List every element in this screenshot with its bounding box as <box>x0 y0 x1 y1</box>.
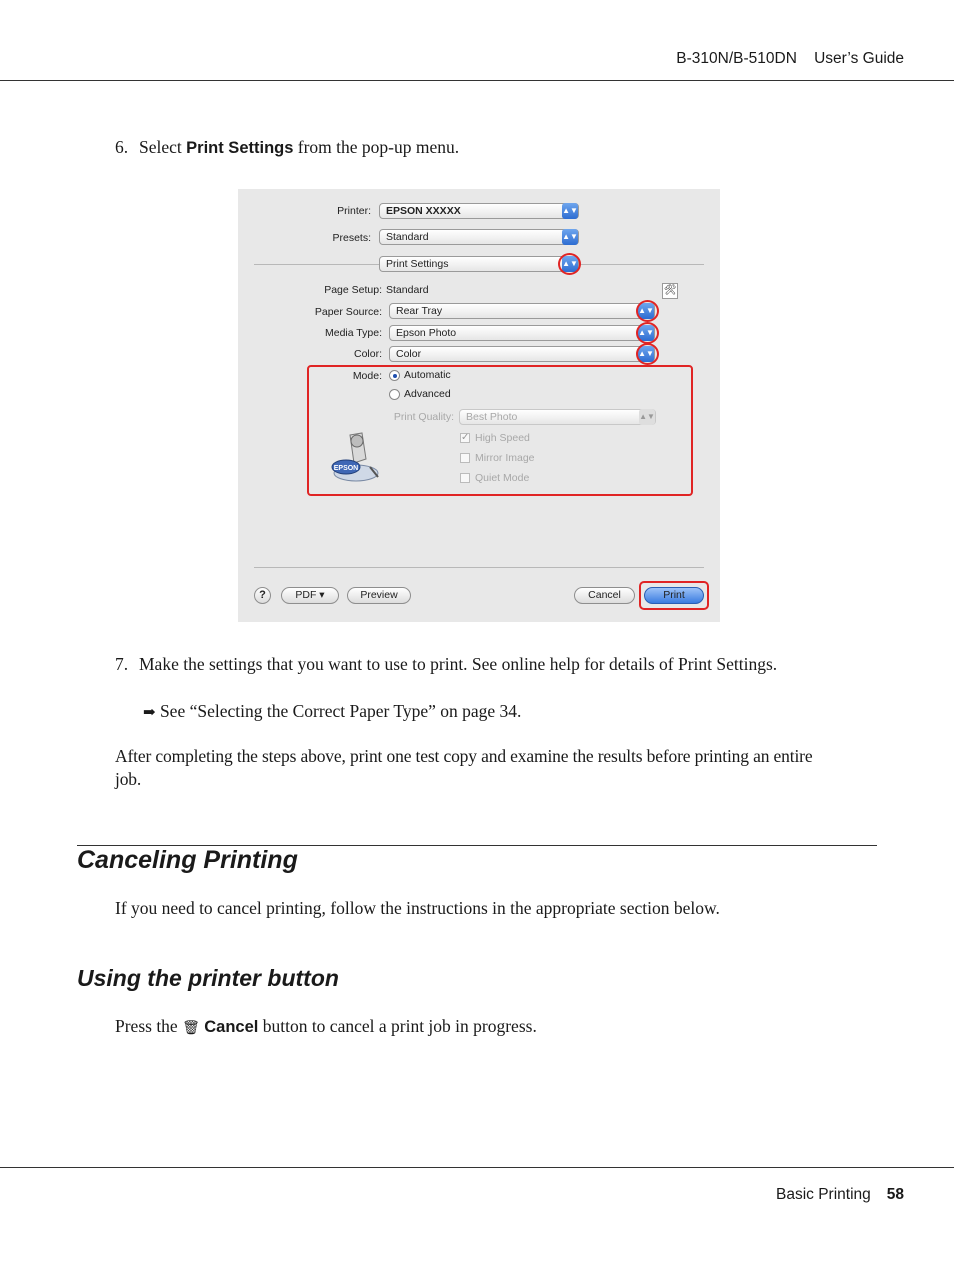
stepper-icon: ▲▼ <box>639 409 655 425</box>
mode-label: Mode: <box>352 370 382 382</box>
mode-automatic-label: Automatic <box>404 369 451 381</box>
step-7-text: Make the settings that you want to use to print. See online help for details of Print Settings. <box>139 654 778 674</box>
cross-reference-link[interactable]: See “Selecting the Correct Paper Type” on page 34. <box>159 701 522 721</box>
stepper-icon: ▲▼ <box>562 229 578 245</box>
pdf-button[interactable]: PDF ▾ <box>281 587 339 604</box>
stepper-icon: ▲▼ <box>562 256 578 272</box>
running-header: B-310N/B-510DN User’s Guide <box>676 50 904 67</box>
quiet-mode-label: Quiet Mode <box>475 472 530 484</box>
help-button[interactable]: ? <box>254 587 271 604</box>
page-setup-label: Page Setup: <box>324 284 382 296</box>
footer-rule <box>0 1167 954 1168</box>
paper-source-value: Rear Tray <box>396 305 443 317</box>
highlight-ring-paper-source <box>636 300 659 322</box>
highlight-ring-panel <box>558 253 581 275</box>
print-quality-value: Best Photo <box>466 411 518 423</box>
high-speed-checkbox[interactable]: ✓ <box>461 432 470 443</box>
page-number: 58 <box>886 1186 904 1203</box>
color-popup[interactable] <box>389 346 655 362</box>
paper-source-label: Paper Source: <box>314 306 382 318</box>
presets-label: Presets: <box>332 232 371 244</box>
cancel-button-name: Cancel <box>204 1018 259 1036</box>
printer-popup[interactable] <box>379 203 579 219</box>
mode-automatic-radio[interactable] <box>389 370 400 381</box>
stepper-icon: ▲▼ <box>638 303 654 319</box>
separator <box>254 567 704 568</box>
mirror-image-label: Mirror Image <box>475 452 535 464</box>
print-dialog-screenshot <box>238 189 720 622</box>
high-speed-label: High Speed <box>475 432 530 444</box>
cancel-button[interactable]: Cancel <box>574 587 635 604</box>
running-footer <box>776 1186 904 1204</box>
mode-advanced-radio[interactable] <box>389 389 400 400</box>
step-6-number: 6. <box>115 137 129 157</box>
after-paragraph-line-1: After completing the steps above, print one test copy and examine the results before printing an entire <box>115 746 813 766</box>
step-7-number: 7. <box>115 654 129 674</box>
subsection-heading: Using the printer button <box>77 965 339 991</box>
print-quality-popup[interactable] <box>459 409 656 425</box>
subsection-text-before: Press the <box>115 1016 183 1036</box>
print-button[interactable]: Print <box>644 587 704 604</box>
epson-logo-text: EPSON <box>333 465 359 472</box>
media-type-value: Epson Photo <box>396 327 457 339</box>
step-6-text-after: from the pop-up menu. <box>293 137 460 157</box>
step-6 <box>115 136 459 160</box>
quiet-mode-checkbox[interactable] <box>460 473 470 483</box>
media-type-label: Media Type: <box>324 327 382 339</box>
stepper-icon: ▲▼ <box>638 325 654 341</box>
printer-value: EPSON XXXXX <box>386 205 461 217</box>
printer-label: Printer: <box>337 205 371 217</box>
utility-icon[interactable]: 🛠 <box>662 283 678 299</box>
after-paragraph-line-2: job. <box>115 769 142 789</box>
print-highlight-box <box>639 581 709 610</box>
section-intro: If you need to cancel printing, follow the instructions in the appropriate section below. <box>115 898 720 918</box>
presets-popup[interactable] <box>379 229 579 245</box>
stepper-icon: ▲▼ <box>562 203 578 219</box>
color-label: Color: <box>353 348 382 360</box>
epson-logo-icon <box>330 429 384 485</box>
mode-advanced-label: Advanced <box>404 388 451 400</box>
stepper-icon: ▲▼ <box>638 346 654 362</box>
footer-section: Basic Printing <box>775 1186 871 1203</box>
after-paragraph <box>115 745 885 791</box>
media-type-popup[interactable] <box>389 325 655 341</box>
panel-value: Print Settings <box>386 258 449 270</box>
header-rule <box>0 80 954 81</box>
cross-reference <box>143 700 521 725</box>
print-quality-label: Print Quality: <box>393 411 454 423</box>
section-heading: Canceling Printing <box>77 846 298 874</box>
step-6-bold: Print Settings <box>186 139 294 157</box>
highlight-ring-color <box>636 343 659 365</box>
trash-icon: 🗑 <box>182 1021 200 1036</box>
presets-value: Standard <box>386 231 429 243</box>
color-value: Color <box>396 348 422 360</box>
paper-source-popup[interactable] <box>389 303 655 319</box>
step-7 <box>115 653 777 676</box>
subsection-text-after: button to cancel a print job in progress. <box>258 1016 537 1036</box>
preview-button[interactable]: Preview <box>347 587 411 604</box>
step-6-text-before: Select <box>139 137 187 157</box>
panel-popup[interactable] <box>379 256 579 272</box>
mirror-image-checkbox[interactable] <box>460 453 470 463</box>
subsection-text <box>115 1015 537 1040</box>
arrow-right-icon: ➡ <box>143 705 156 721</box>
highlight-ring-media-type <box>636 322 659 344</box>
page-setup-value: Standard <box>386 284 429 296</box>
